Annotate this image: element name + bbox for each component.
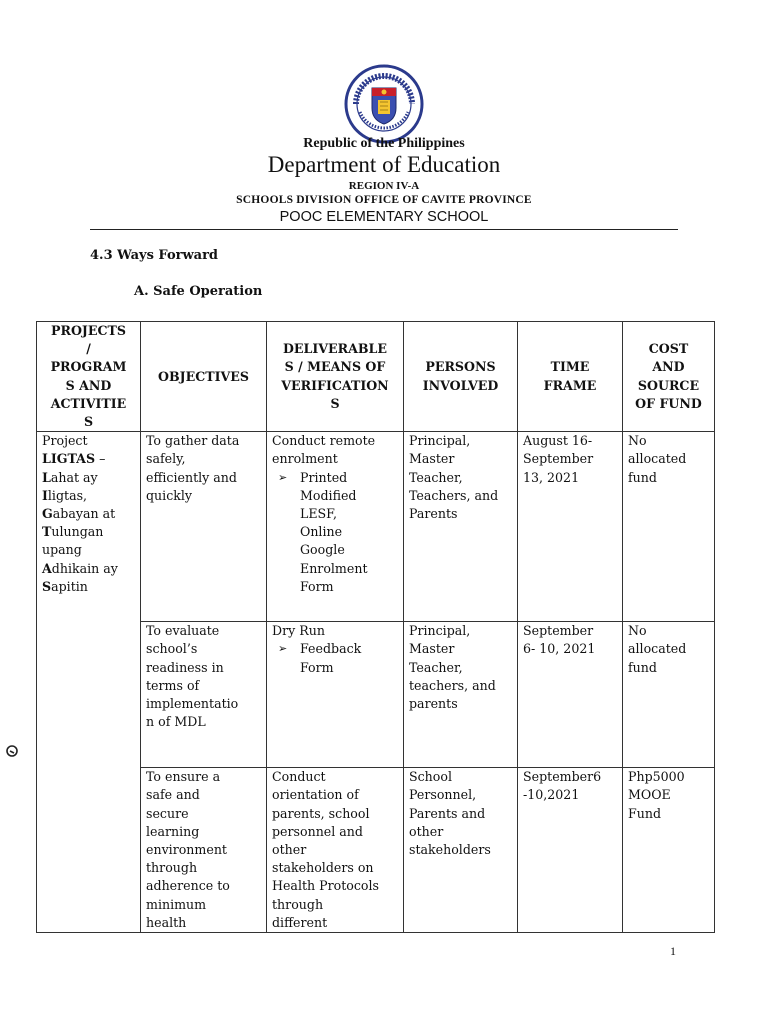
bullet-text bbox=[300, 469, 398, 596]
project-acronym-letter: I bbox=[42, 487, 48, 503]
persons-line: Principal, bbox=[409, 433, 471, 449]
persons-line: Parents bbox=[409, 506, 458, 522]
bullet-line: Form bbox=[300, 659, 334, 675]
time-line: 13, 2021 bbox=[523, 469, 580, 485]
bullet-line: Form bbox=[300, 578, 334, 594]
objective-line: environment bbox=[146, 842, 227, 858]
objective-line: readiness in bbox=[146, 659, 224, 675]
table-row bbox=[37, 432, 715, 622]
cost-cell bbox=[623, 432, 715, 622]
cost-line: fund bbox=[628, 469, 657, 485]
project-acronym-letter: G bbox=[42, 506, 53, 522]
header-line: SOURCE bbox=[637, 377, 700, 393]
project-line bbox=[42, 523, 135, 541]
objective-line: efficiently and bbox=[146, 469, 237, 485]
persons-line: stakeholders bbox=[409, 842, 491, 858]
cost-line: No bbox=[628, 623, 647, 639]
deliverable-line: Conduct remote bbox=[272, 433, 376, 449]
header-divider bbox=[90, 229, 678, 230]
header-cost bbox=[623, 322, 715, 432]
cost-line: fund bbox=[628, 659, 657, 675]
persons-line: other bbox=[409, 823, 444, 839]
objective-line: adherence to bbox=[146, 878, 230, 894]
side-mark-icon bbox=[5, 744, 19, 758]
deliverable-cell bbox=[267, 768, 404, 933]
header-time-frame bbox=[518, 322, 623, 432]
arrow-bullet-icon: ➢ bbox=[278, 642, 288, 656]
deliverable-line: Conduct bbox=[272, 769, 326, 785]
project-line-text: apitin bbox=[51, 578, 88, 594]
school-heading: POOC ELEMENTARY SCHOOL bbox=[279, 209, 489, 225]
persons-line: parents bbox=[409, 696, 458, 712]
header-persons bbox=[404, 322, 518, 432]
deped-seal-logo bbox=[344, 64, 424, 144]
department-heading: Department of Education bbox=[267, 152, 501, 177]
deliverable-line: Dry Run bbox=[272, 623, 325, 639]
header-line: INVOLVED bbox=[422, 377, 499, 393]
project-line-text: ligtas, bbox=[47, 487, 88, 503]
section-title: 4.3 Ways Forward bbox=[90, 248, 219, 263]
project-line-text: Project bbox=[42, 433, 88, 449]
deliverable-line: orientation of bbox=[272, 787, 359, 803]
project-line-text: abayan at bbox=[52, 506, 116, 522]
cost-line: MOOE bbox=[628, 787, 671, 803]
objective-line: To evaluate bbox=[146, 623, 220, 639]
deliverable-line: Health Protocols bbox=[272, 878, 379, 894]
deliverable-line: other bbox=[272, 842, 307, 858]
project-line-text: – bbox=[95, 451, 106, 467]
deliverable-bullet bbox=[272, 469, 398, 596]
objective-line: To ensure a bbox=[146, 769, 221, 785]
project-line bbox=[42, 469, 135, 487]
bullet-line: Google bbox=[300, 542, 345, 558]
objective-line: school’s bbox=[146, 641, 198, 657]
persons-cell bbox=[404, 432, 518, 622]
objective-line: safely, bbox=[146, 451, 186, 467]
project-acronym-letter: L bbox=[42, 469, 51, 485]
project-line-text: ulungan bbox=[51, 524, 104, 540]
persons-cell bbox=[404, 768, 518, 933]
time-frame-cell bbox=[518, 622, 623, 768]
persons-line: Teacher, bbox=[409, 659, 463, 675]
project-line bbox=[42, 541, 135, 559]
arrow-bullet-icon: ➢ bbox=[278, 470, 288, 484]
deliverable-line: enrolment bbox=[272, 451, 338, 467]
header-line: OF FUND bbox=[635, 395, 702, 411]
persons-line: Teacher, bbox=[409, 469, 463, 485]
header-line: S bbox=[83, 414, 94, 430]
deliverable-line: through bbox=[272, 896, 324, 912]
bullet-text bbox=[300, 640, 398, 676]
objective-line: through bbox=[146, 860, 198, 876]
deliverable-line: different bbox=[272, 914, 328, 930]
header-line: COST bbox=[648, 341, 689, 357]
project-line bbox=[42, 450, 135, 468]
deliverable-cell bbox=[267, 432, 404, 622]
project-acronym-letter: T bbox=[42, 524, 52, 540]
objective-line: To gather data bbox=[146, 433, 240, 449]
table-header-row bbox=[37, 322, 715, 432]
objective-line: implementatio bbox=[146, 696, 239, 712]
time-frame-cell bbox=[518, 432, 623, 622]
project-acronym-letter: S bbox=[42, 578, 52, 594]
cost-line: Php5000 bbox=[628, 769, 685, 785]
project-line-text: dhikain ay bbox=[51, 560, 118, 576]
header-deliverables bbox=[267, 322, 404, 432]
persons-line: Personnel, bbox=[409, 787, 477, 803]
cost-cell bbox=[623, 622, 715, 768]
objective-cell bbox=[141, 768, 267, 933]
cost-line: No bbox=[628, 433, 647, 449]
objective-line: n of MDL bbox=[146, 714, 206, 730]
objective-line: health bbox=[146, 914, 187, 930]
project-line bbox=[42, 505, 135, 523]
header-line: S bbox=[330, 395, 340, 411]
header-line: FRAME bbox=[543, 377, 597, 393]
division-heading: SCHOOLS DIVISION OFFICE OF CAVITE PROVINCE bbox=[236, 194, 532, 206]
persons-line: Principal, bbox=[409, 623, 471, 639]
header-line: AND bbox=[652, 359, 685, 375]
persons-line: Master bbox=[409, 451, 455, 467]
region-heading: REGION IV-A bbox=[348, 180, 420, 192]
cost-line: allocated bbox=[628, 641, 687, 657]
time-line: August 16- bbox=[523, 433, 593, 449]
bullet-line: Feedback bbox=[300, 641, 362, 657]
project-line bbox=[42, 560, 135, 578]
persons-line: Teachers, and bbox=[409, 487, 499, 503]
time-line: September bbox=[523, 451, 594, 467]
header-line: VERIFICATION bbox=[281, 377, 389, 393]
deliverable-line: stakeholders on bbox=[272, 860, 374, 876]
time-line: -10,2021 bbox=[523, 787, 580, 803]
project-acronym-letter: A bbox=[42, 560, 52, 576]
bullet-line: Printed bbox=[300, 469, 348, 485]
subsection-title: A. Safe Operation bbox=[134, 284, 263, 299]
time-frame-cell bbox=[518, 768, 623, 933]
bullet-line: Modified bbox=[300, 487, 357, 503]
objective-line: terms of bbox=[146, 677, 200, 693]
objective-line: minimum bbox=[146, 896, 207, 912]
time-line: September bbox=[523, 623, 594, 639]
persons-line: School bbox=[409, 769, 452, 785]
page-number: 1 bbox=[670, 944, 676, 958]
project-line bbox=[42, 578, 135, 596]
project-line bbox=[42, 487, 135, 505]
header-line: PROGRAM bbox=[50, 359, 127, 375]
project-line-text: ahat ay bbox=[50, 469, 98, 485]
cost-line: allocated bbox=[628, 451, 687, 467]
project-line bbox=[42, 432, 135, 450]
objective-cell bbox=[141, 432, 267, 622]
header-line: PERSONS bbox=[425, 359, 496, 375]
safe-operation-table bbox=[36, 321, 715, 933]
time-line: 6- 10, 2021 bbox=[523, 641, 596, 657]
header-projects bbox=[37, 322, 141, 432]
deliverable-cell bbox=[267, 622, 404, 768]
project-cell bbox=[37, 432, 141, 933]
cost-cell bbox=[623, 768, 715, 933]
header-objectives: OBJECTIVES bbox=[141, 322, 267, 432]
header-line: DELIVERABLE bbox=[283, 341, 387, 357]
objective-line: safe and bbox=[146, 787, 200, 803]
bullet-line: Online bbox=[300, 524, 343, 540]
republic-heading: Republic of the Philippines bbox=[303, 136, 465, 151]
time-line: September6 bbox=[523, 769, 602, 785]
header-line: S AND bbox=[65, 377, 112, 393]
deliverable-bullet bbox=[272, 640, 398, 676]
cost-line: Fund bbox=[628, 805, 662, 821]
header-line: ACTIVITIE bbox=[50, 395, 127, 411]
objective-line: secure bbox=[146, 805, 189, 821]
header-line: TIME bbox=[550, 359, 590, 375]
project-acronym-letter: LIGTAS bbox=[42, 451, 96, 467]
deliverable-line: personnel and bbox=[272, 823, 363, 839]
header-line: PROJECTS bbox=[51, 323, 126, 338]
persons-cell bbox=[404, 622, 518, 768]
header-line: / bbox=[86, 341, 91, 357]
project-line-text: upang bbox=[42, 542, 82, 558]
deliverable-line: parents, school bbox=[272, 805, 370, 821]
header-line: S / MEANS OF bbox=[284, 359, 386, 375]
persons-line: Parents and bbox=[409, 805, 486, 821]
bullet-line: LESF, bbox=[300, 506, 337, 522]
persons-line: Master bbox=[409, 641, 455, 657]
persons-line: teachers, and bbox=[409, 677, 496, 693]
objective-line: quickly bbox=[146, 487, 193, 503]
objective-line: learning bbox=[146, 823, 200, 839]
bullet-line: Enrolment bbox=[300, 560, 368, 576]
objective-cell bbox=[141, 622, 267, 768]
